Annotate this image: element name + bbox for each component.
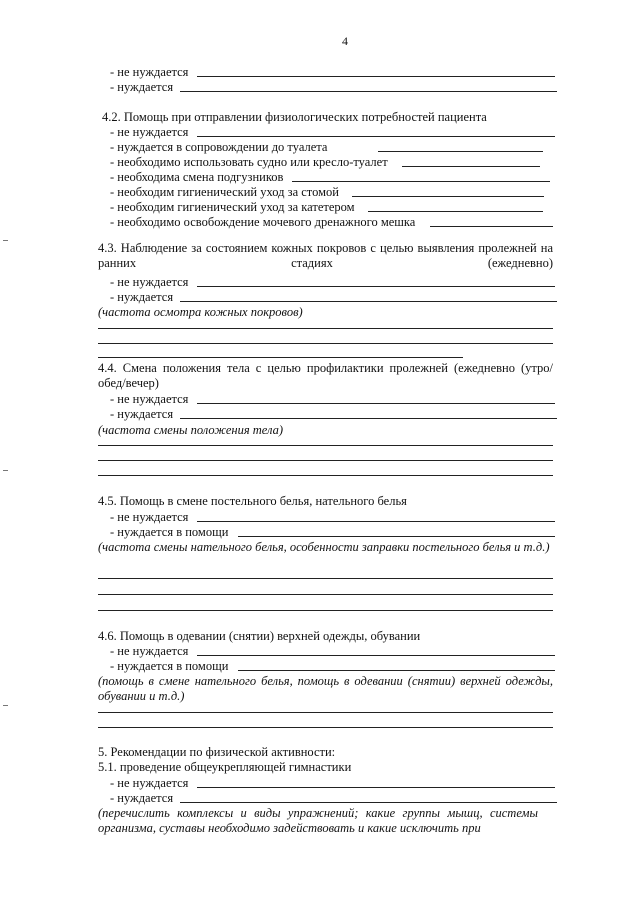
answer-line[interactable] (378, 151, 543, 152)
option-needs-help: - нуждается в помощи (110, 659, 229, 673)
answer-line[interactable] (180, 91, 557, 92)
answer-line[interactable] (197, 286, 555, 287)
option-needed: - нуждается (110, 80, 174, 94)
section-5-title: 5. Рекомендации по физической активности: (98, 745, 336, 759)
section-4-5-note: (частота смены нательного белья, особенности заправки постельного белья и т.д.) (98, 540, 550, 554)
section-4-4-title: 4.4. Смена положения тела с целью профилактики пролежней (ежедневно (утро/обед/вечер) (98, 361, 553, 390)
answer-line[interactable] (98, 460, 553, 461)
answer-line[interactable] (197, 787, 555, 788)
answer-line[interactable] (180, 301, 557, 302)
answer-line[interactable] (98, 712, 553, 713)
answer-line[interactable] (98, 727, 553, 728)
section-4-6-title: 4.6. Помощь в одевании (снятии) верхней одежды, обувании (98, 629, 421, 643)
answer-line[interactable] (402, 166, 540, 167)
answer-line[interactable] (98, 578, 553, 579)
section-4-5-title: 4.5. Помощь в смене постельного белья, нательного белья (98, 494, 407, 508)
s42-item: - необходимо использовать судно или кресло-туалет (110, 155, 388, 169)
answer-line[interactable] (197, 655, 555, 656)
option-needed: - нуждается (110, 290, 174, 304)
option-needs-help: - нуждается в помощи (110, 525, 229, 539)
option-not-needed: - не нуждается (110, 392, 189, 406)
s42-item: - не нуждается (110, 125, 189, 139)
answer-line[interactable] (238, 670, 555, 671)
section-5-1-note: (перечислить комплексы и виды упражнений; какие группы мышц, системы организма, суставы необходимо задействовать и какие исключить при (98, 806, 538, 835)
answer-line[interactable] (238, 536, 555, 537)
s42-item: - нуждается в сопровождении до туалета (110, 140, 328, 154)
margin-mark (3, 470, 8, 471)
answer-line[interactable] (368, 211, 543, 212)
section-4-3-note: (частота осмотра кожных покровов) (98, 305, 303, 319)
answer-line[interactable] (98, 475, 553, 476)
option-not-needed: - не нуждается (110, 644, 189, 658)
answer-line[interactable] (98, 328, 553, 329)
answer-line[interactable] (197, 76, 555, 77)
section-4-4-note: (частота смены положения тела) (98, 423, 284, 437)
option-needed: - нуждается (110, 407, 174, 421)
answer-line[interactable] (430, 226, 553, 227)
s42-item: - необходимо освобождение мочевого дренажного мешка (110, 215, 416, 229)
margin-mark (3, 705, 8, 706)
answer-line[interactable] (98, 357, 463, 358)
answer-line[interactable] (352, 196, 544, 197)
page-number: 4 (342, 34, 348, 48)
answer-line[interactable] (98, 594, 553, 595)
answer-line[interactable] (197, 521, 555, 522)
margin-mark (3, 240, 8, 241)
section-4-3-title: 4.3. Наблюдение за состоянием кожных покровов с целью выявления пролежней на ранних стадиях (ежедневно) (98, 241, 553, 270)
option-not-needed: - не нуждается (110, 776, 189, 790)
option-not-needed: - не нуждается (110, 65, 189, 79)
s42-item: - необходим гигиенический уход за стомой (110, 185, 339, 199)
answer-line[interactable] (292, 181, 550, 182)
option-not-needed: - не нуждается (110, 510, 189, 524)
option-needed: - нуждается (110, 791, 174, 805)
answer-line[interactable] (180, 418, 557, 419)
s42-item: - необходим гигиенический уход за катетером (110, 200, 355, 214)
answer-line[interactable] (197, 403, 555, 404)
answer-line[interactable] (98, 343, 553, 344)
section-5-1-title: 5.1. проведение общеукрепляющей гимнастики (98, 760, 352, 774)
section-4-6-note: (помощь в смене нательного белья, помощь в одевании (снятии) верхней одежды, обувании и т.д.) (98, 674, 553, 703)
section-4-2-title: 4.2. Помощь при отправлении физиологических потребностей пациента (102, 110, 487, 124)
answer-line[interactable] (197, 136, 555, 137)
option-not-needed: - не нуждается (110, 275, 189, 289)
answer-line[interactable] (98, 445, 553, 446)
s42-item: - необходима смена подгузников (110, 170, 284, 184)
answer-line[interactable] (180, 802, 557, 803)
answer-line[interactable] (98, 610, 553, 611)
